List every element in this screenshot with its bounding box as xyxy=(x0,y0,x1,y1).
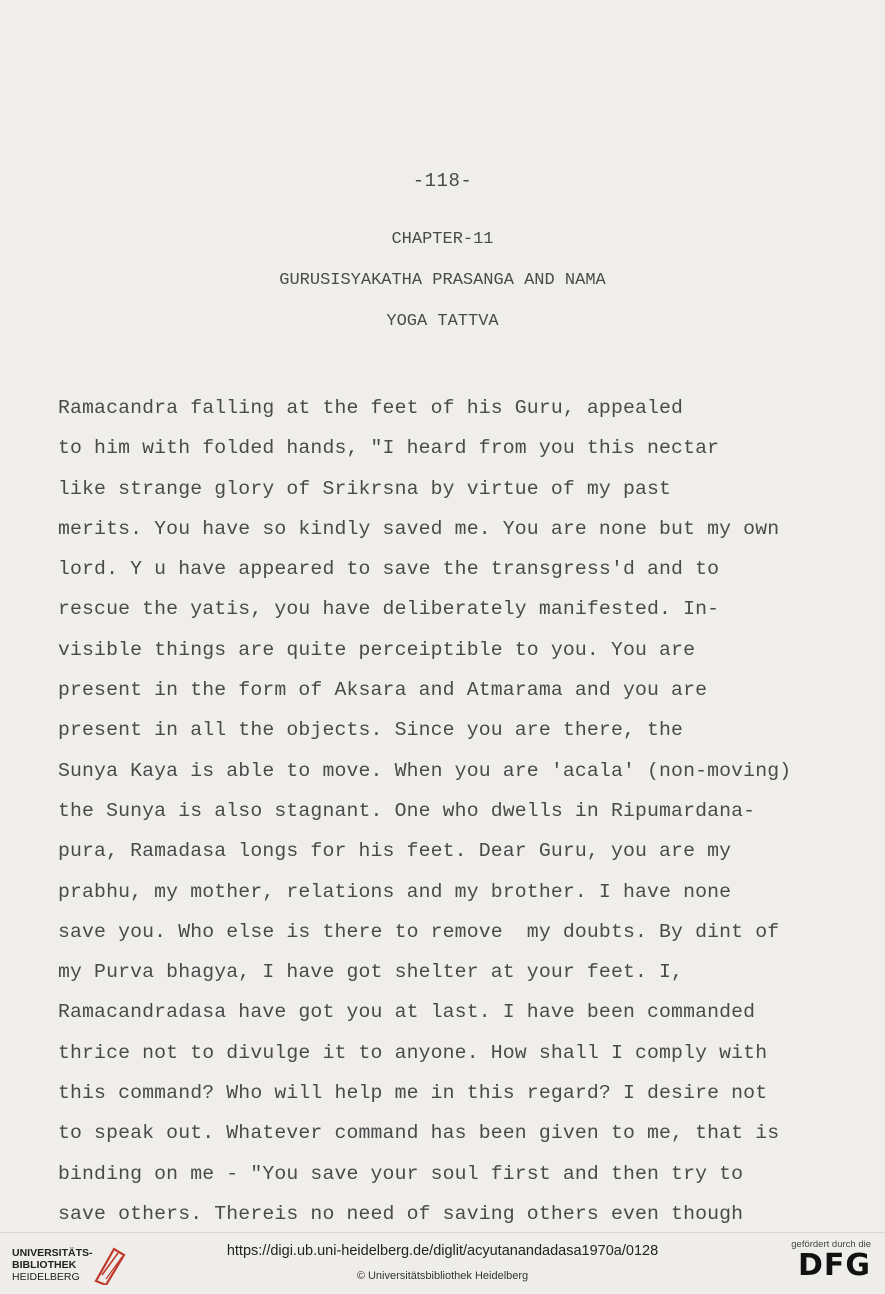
funder-note: gefördert durch die xyxy=(791,1239,871,1250)
chapter-title-line-2: YOGA TATTVA xyxy=(386,312,499,331)
library-name-line-2: BIBLIOTHEK xyxy=(12,1259,77,1271)
chapter-heading: CHAPTER-11 xyxy=(391,230,494,249)
page-number: -118- xyxy=(412,170,473,192)
text-line: Ramacandra falling at the feet of his Guru, appealed xyxy=(58,397,684,419)
page-url-link[interactable]: https://digi.ub.uni-heidelberg.de/diglit/acyutanandadasa1970a/0128 xyxy=(226,1243,659,1259)
text-line: to speak out. Whatever command has been given to me, that is xyxy=(58,1122,780,1145)
library-name-line-3: HEIDELBERG xyxy=(12,1271,80,1283)
text-line: visible things are quite perceiptible to you. You are xyxy=(58,638,696,661)
text-line: like strange glory of Srikrsna by virtue of my past xyxy=(58,477,672,500)
text-line: this command? Who will help me in this regard? I desire not xyxy=(58,1082,768,1105)
text-line: save others. Thereis no need of saving others even though xyxy=(58,1202,744,1225)
text-line: rescue the yatis, you have deliberately manifested. In- xyxy=(58,598,720,621)
text-line: to him with folded hands, "I heard from you this nectar xyxy=(58,437,720,460)
dfg-logo-text: DFG xyxy=(797,1248,871,1283)
text-line: prabhu, my mother, relations and my brother. I have none xyxy=(58,880,732,903)
text-line: my Purva bhagya, I have got shelter at your feet. I, xyxy=(58,961,684,984)
text-line: Sunya Kaya is able to move. When you are 'acala' (non-moving) xyxy=(58,759,792,782)
copyright-notice: © Universitätsbibliothek Heidelberg xyxy=(356,1270,529,1282)
text-line: present in all the objects. Since you are there, the xyxy=(58,719,684,742)
chapter-title-line-1: GURUSISYAKATHA PRASANGA AND NAMA xyxy=(279,271,606,290)
text-line: lord. Y u have appeared to save the transgress'd and to xyxy=(58,558,720,581)
text-line: pura, Ramadasa longs for his feet. Dear Guru, you are my xyxy=(58,840,732,863)
funder-logo[interactable] xyxy=(775,1239,871,1289)
library-name-line-1: UNIVERSITÄTS- xyxy=(12,1247,93,1259)
text-line: the Sunya is also stagnant. One who dwells in Ripumardana- xyxy=(58,799,756,822)
text-line: present in the form of Aksara and Atmarama and you are xyxy=(58,679,708,702)
text-line: merits. You have so kindly saved me. You are none but my own xyxy=(58,517,780,540)
text-line: binding on me - "You save your soul first and then try to xyxy=(58,1162,744,1185)
viewer-footer xyxy=(0,1232,885,1294)
text-line: thrice not to divulge it to anyone. How shall I comply with xyxy=(58,1041,768,1064)
text-line: save you. Who else is there to remove my doubts. By dint of xyxy=(58,920,780,943)
body-text xyxy=(58,388,878,1234)
text-line: Ramacandradasa have got you at last. I have been commanded xyxy=(58,1001,756,1024)
